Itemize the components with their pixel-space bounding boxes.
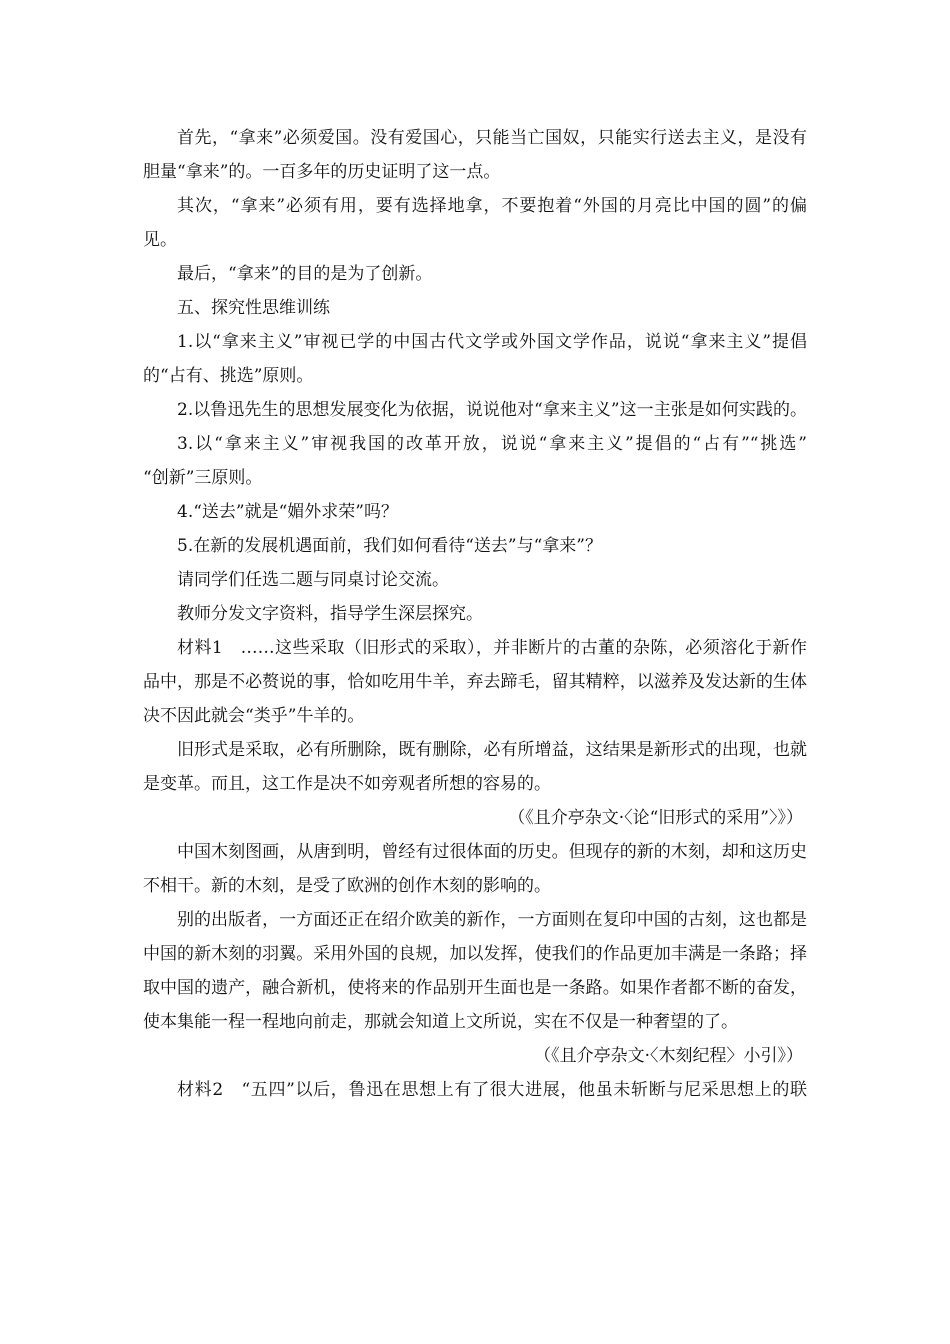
paragraph-line: 其次，“拿来”必须有用，要有选择地拿，不要抱着“外国的月亮比中国的圆”的偏 (177, 196, 807, 216)
material-line: 中国木刻图画，从唐到明，曾经有过很体面的历史。但现存的新的木刻，却和这历史 (177, 842, 807, 862)
material-line: 是变革。而且，这工作是决不如旁观者所想的容易的。 (143, 774, 551, 794)
section-heading: 五、探究性思维训练 (177, 298, 330, 318)
material-line: 不相干。新的木刻，是受了欧洲的创作木刻的影响的。 (143, 876, 551, 896)
material-line: 使本集能一程一程地向前走，那就会知道上文所说，实在不仅是一种奢望的了。 (143, 1012, 738, 1032)
material-line: 材料2 “五四”以后，鲁迅在思想上有了很大进展，他虽未斩断与尼采思想上的联 (177, 1080, 807, 1100)
material-line: 材料1 ……这些采取（旧形式的采取），并非断片的古董的杂陈，必须溶化于新作 (177, 638, 807, 658)
question-line: 4.“送去”就是“媚外求荣”吗？ (177, 502, 398, 522)
material-line: 品中，那是不必赘说的事，恰如吃用牛羊，弃去蹄毛，留其精粹，以滋养及发达新的生体 (143, 672, 807, 692)
document-page (143, 121, 807, 1107)
question-line: 3.以“拿来主义”审视我国的改革开放，说说“拿来主义”提倡的“占有”“挑选” (177, 434, 807, 454)
citation: （《且介亭杂文·〈木刻纪程〉小引》） (534, 1046, 803, 1066)
paragraph-line: 请同学们任选二题与同桌讨论交流。 (177, 570, 449, 590)
material-line: 中国的新木刻的羽翼。采用外国的良规，加以发挥，使我们的作品更加丰满是一条路；择 (143, 944, 807, 964)
material-line: 取中国的遗产，融合新机，使将来的作品别开生面也是一条路。如果作者都不断的奋发， (143, 978, 807, 998)
question-line: 5.在新的发展机遇面前，我们如何看待“送去”与“拿来”？ (177, 536, 602, 556)
material-line: 别的出版者，一方面还正在绍介欧美的新作，一方面则在复印中国的古刻，这也都是 (177, 910, 807, 930)
paragraph-line: 最后，“拿来”的目的是为了创新。 (177, 264, 433, 284)
paragraph-line: 胆量“拿来”的。一百多年的历史证明了这一点。 (143, 162, 501, 182)
material-line: 旧形式是采取，必有所删除，既有删除，必有所增益，这结果是新形式的出现，也就 (177, 740, 807, 760)
question-line: 1.以“拿来主义”审视已学的中国古代文学或外国文学作品，说说“拿来主义”提倡 (177, 332, 807, 352)
material-line: 决不因此就会“类乎”牛羊的。 (143, 706, 365, 726)
question-line: 2.以鲁迅先生的思想发展变化为依据，说说他对“拿来主义”这一主张是如何实践的。 (177, 400, 807, 420)
paragraph-line: 见。 (143, 230, 177, 250)
paragraph-line: 首先，“拿来”必须爱国。没有爱国心，只能当亡国奴，只能实行送去主义，是没有 (177, 128, 807, 148)
question-line: “创新”三原则。 (143, 468, 263, 488)
question-line: 的“占有、挑选”原则。 (143, 366, 314, 386)
paragraph-line: 教师分发文字资料，指导学生深层探究。 (177, 604, 483, 624)
citation: （《且介亭杂文·〈论“旧形式的采用”〉》） (508, 808, 803, 828)
